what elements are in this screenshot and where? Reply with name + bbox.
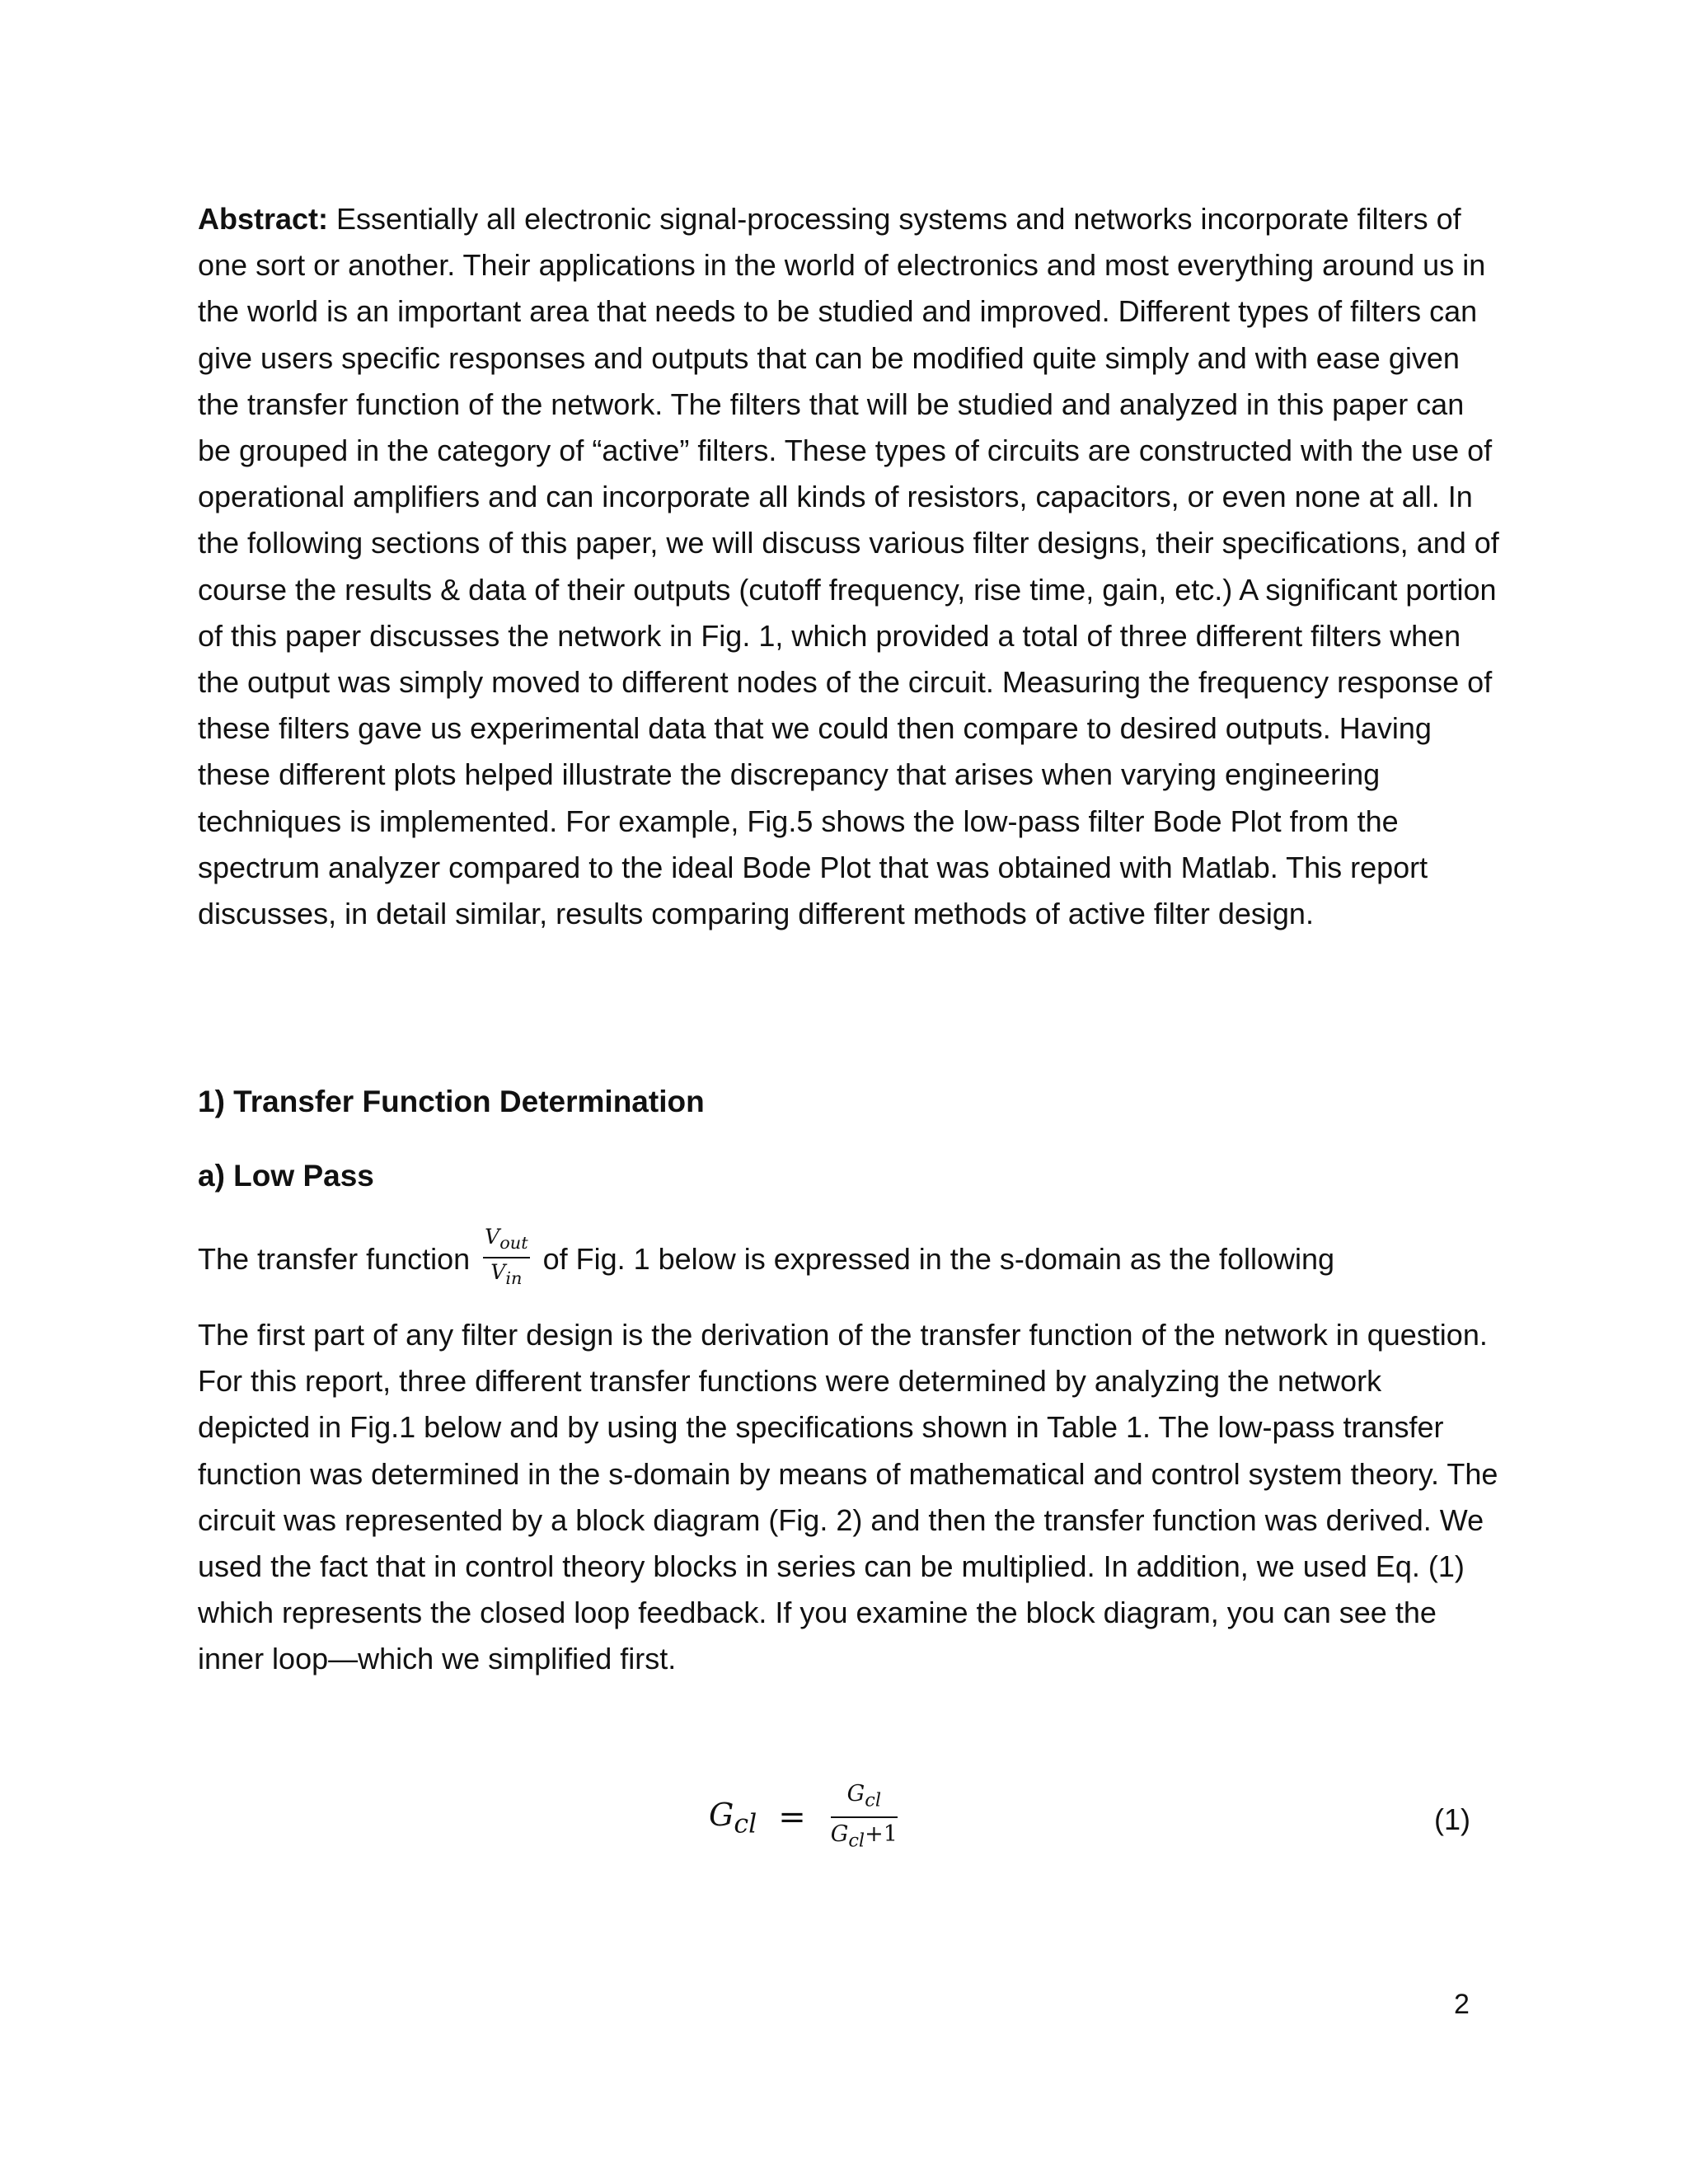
abstract-paragraph: [198, 196, 1500, 937]
equation-number: (1): [1434, 1802, 1470, 1836]
body-paragraph: The first part of any filter design is the derivation of the transfer function of the network in question. For this report, three different transfer functions were determined by analyzing the network depicted in Fig.1 below and by using the specifications shown in Table 1. The low-pass transfer function was determined in the s-domain by means of mathematical and control system theory. The circuit was represented by a block diagram (Fig. 2) and then the transfer function was derived. We used the fact that in control theory blocks in series can be multiplied. In addition, we used Eq. (1) which represents the closed loop feedback. If you examine the block diagram, you can see the inner loop—which we simplified first.: [198, 1318, 1498, 1676]
page-number: 2: [1454, 1989, 1470, 2020]
equation-lhs: $G_{cl}$: [709, 1796, 757, 1840]
equation-numerator: $G_{cl}$: [831, 1780, 898, 1818]
subsection-heading: a) Low Pass: [198, 1159, 374, 1193]
abstract-label: Abstract:: [198, 202, 329, 236]
vout-over-vin-fraction: [483, 1225, 529, 1291]
equation-fraction: [831, 1780, 898, 1855]
fraction-denominator: $V_{in}$: [490, 1260, 523, 1289]
equation-1: [709, 1780, 898, 1855]
equals-sign: =: [778, 1798, 806, 1837]
abstract-text: Essentially all electronic signal-processing systems and networks incorporate filters of one sort or another. Their applications in the world of electronics and most everything around us in the world is an important area that needs to be studied and improved. Different types of filters can give users specific responses and outputs that can be modified quite simply and with ease given the transfer function of the network. The filters that will be studied and analyzed in this paper can be grouped in the category of “active” filters. These types of circuits are constructed with the use of operational amplifiers and can incorporate all kinds of resistors, capacitors, or even none at all. In the following sections of this paper, we will discuss various filter designs, their specifications, and of course the results & data of their outputs (cutoff frequency, rise time, gain, etc.) A significant portion of this paper discusses the network in Fig. 1, which provided a total of three different filters when the output was simply moved to different nodes of the circuit. Measuring the frequency response of these filters gave us experimental data that we could then compare to desired outputs. Having these different plots helped illustrate the discrepancy that arises when varying engineering techniques is implemented. For example, Fig.5 shows the low-pass filter Bode Plot from the spectrum analyzer compared to the ideal Bode Plot that was obtained with Matlab. This report discusses, in detail similar, results comparing different methods of active filter design.: [198, 202, 1499, 931]
section-heading: 1) Transfer Function Determination: [198, 1085, 705, 1118]
fraction-numerator: $V_{out}$: [483, 1225, 529, 1258]
equation-denominator: $G_{cl}+1$: [830, 1821, 898, 1852]
transfer-function-sentence: [198, 1226, 1517, 1294]
tf-outro-text: of Fig. 1 below is expressed in the s-domain as the following: [534, 1242, 1335, 1276]
tf-intro-text: The transfer function: [198, 1242, 479, 1276]
